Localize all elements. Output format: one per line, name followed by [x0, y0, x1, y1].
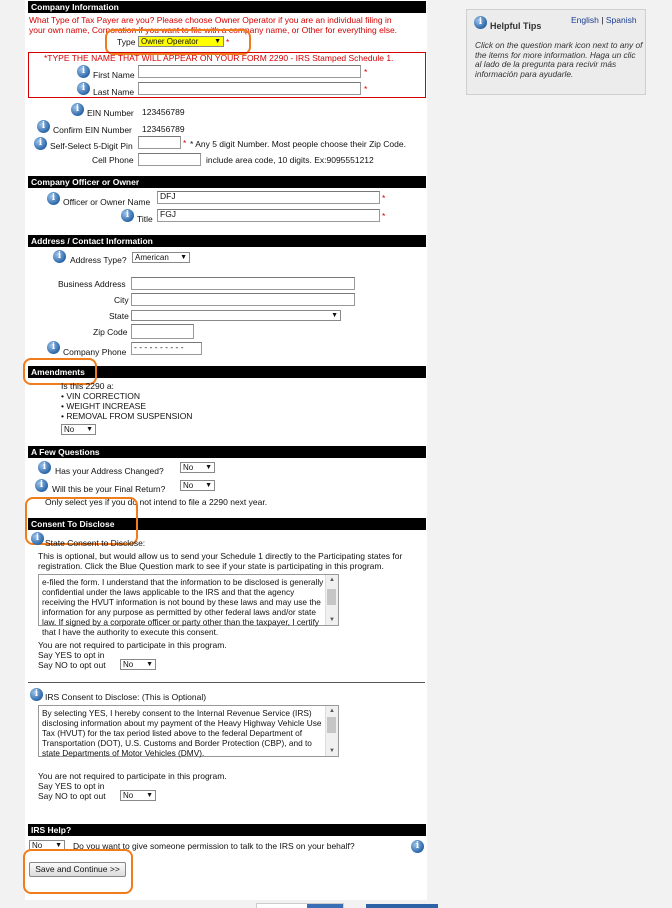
- irs-consent-text: By selecting YES, I hereby consent to the Internal Revenue Service (IRS) disclosing information about my payment of the Heavy Highway Vehicle Use Tax (HVUT) for the tax period listed above to the federal Department of Transportation (DOT), U.S. Customs and Border Protection (CBP), and to state Departments of Motor Vehicles (DMV).: [42, 708, 322, 758]
- section-header-officer: Company Officer or Owner: [28, 176, 426, 188]
- irs-say-no: Say NO to opt out: [38, 791, 106, 801]
- irs-say-yes: Say YES to opt in: [38, 781, 105, 791]
- bottom-tab-accent: [307, 904, 343, 908]
- business-address-label: Business Address: [58, 279, 126, 289]
- help-icon[interactable]: i: [34, 137, 47, 150]
- state-not-required: You are not required to participate in this program.: [38, 640, 227, 650]
- irs-help-value: No: [32, 841, 43, 850]
- company-phone-input[interactable]: - - - - - - - - - -: [131, 342, 202, 355]
- title-input[interactable]: FGJ: [157, 209, 380, 222]
- section-header-consent: Consent To Disclose: [28, 518, 426, 530]
- taxpayer-type-value: Owner Operator: [141, 37, 199, 46]
- help-icon[interactable]: i: [35, 479, 48, 492]
- type-instruction-line2: your own name, Corporation if you want to file with a company name, or Other for everything else.: [29, 25, 398, 35]
- language-separator: |: [601, 15, 604, 25]
- ein-value[interactable]: 123456789: [142, 107, 185, 117]
- section-header-company: Company Information: [28, 1, 426, 13]
- chevron-down-icon: ▼: [86, 426, 93, 433]
- amendments-value: No: [64, 425, 75, 434]
- amendments-select[interactable]: [61, 424, 96, 435]
- helpful-tips-panel: [466, 9, 646, 95]
- irs-consent-label: IRS Consent to Disclose: (This is Optional): [45, 692, 207, 702]
- state-consent-desc-line2: registration. Click the Blue Question mark to see if your state is participating in this program.: [38, 561, 384, 571]
- divider: [28, 682, 425, 683]
- zip-code-input[interactable]: [131, 324, 194, 339]
- address-changed-label: Has your Address Changed?: [55, 466, 164, 476]
- chevron-down-icon: ▼: [205, 482, 212, 489]
- required-asterisk: *: [183, 138, 187, 148]
- helpful-tips-title: Helpful Tips: [490, 21, 542, 31]
- required-asterisk: *: [226, 37, 230, 47]
- section-header-address: Address / Contact Information: [28, 235, 426, 247]
- chevron-down-icon: ▼: [55, 842, 62, 849]
- section-header-questions: A Few Questions: [28, 446, 426, 458]
- required-asterisk: *: [382, 193, 386, 203]
- pin-note: * Any 5 digit Number. Most people choose their Zip Code.: [190, 139, 406, 149]
- address-changed-value: No: [183, 463, 194, 472]
- confirm-ein-value[interactable]: 123456789: [142, 124, 185, 134]
- highlight-save: [23, 849, 133, 894]
- cell-phone-input[interactable]: [138, 153, 201, 166]
- section-header-irs-help: IRS Help?: [28, 824, 426, 836]
- amendment-option: • VIN CORRECTION: [61, 391, 141, 401]
- help-icon[interactable]: i: [411, 840, 424, 853]
- irs-consent-select[interactable]: [120, 790, 156, 801]
- final-return-value: No: [183, 481, 194, 490]
- scroll-down-icon[interactable]: ▼: [329, 748, 335, 754]
- state-consent-select[interactable]: [120, 659, 156, 670]
- address-type-label: Address Type?: [70, 255, 127, 265]
- language-switch: [571, 15, 637, 25]
- spanish-link[interactable]: Spanish: [605, 15, 637, 25]
- type-label: Type: [117, 37, 136, 47]
- state-consent-label: State Consent to Disclose:: [45, 538, 146, 548]
- required-asterisk: *: [382, 211, 386, 221]
- amendments-question: Is this 2290 a:: [61, 381, 114, 391]
- first-name-label: First Name: [93, 70, 135, 80]
- chevron-down-icon: ▼: [146, 792, 153, 799]
- address-type-select[interactable]: [132, 252, 190, 263]
- final-return-note: Only select yes if you do not intend to file a 2290 next year.: [45, 497, 268, 507]
- scrollbar[interactable]: [325, 706, 338, 756]
- chevron-down-icon: ▼: [146, 661, 153, 668]
- scrollbar[interactable]: [325, 575, 338, 625]
- irs-not-required: You are not required to participate in this program.: [38, 771, 227, 781]
- help-icon[interactable]: i: [77, 65, 90, 78]
- city-input[interactable]: [131, 293, 355, 306]
- city-label: City: [114, 295, 129, 305]
- state-consent-text: e-filed the form. I understand that the information to be disclosed is generally confidential under the laws applicable to the IRS and that the agency receiving the HVUT information is not bound by these laws and may use the information for any purpose as permitted by other federal laws and/or state law. If signed by a corporate officer or party other than the taxpayer, I certify that I have the authority to execute this consent.: [42, 577, 324, 637]
- state-select[interactable]: [131, 310, 341, 321]
- chevron-down-icon: ▼: [214, 38, 221, 45]
- scroll-up-icon[interactable]: ▲: [329, 577, 335, 583]
- title-label: Title: [137, 214, 153, 224]
- last-name-input[interactable]: [138, 82, 361, 95]
- required-asterisk: *: [364, 84, 368, 94]
- pin-label: Self-Select 5-Digit Pin: [50, 141, 133, 151]
- pin-input[interactable]: [138, 136, 181, 149]
- help-icon[interactable]: i: [47, 192, 60, 205]
- final-return-select[interactable]: [180, 480, 215, 491]
- amendment-option: • REMOVAL FROM SUSPENSION: [61, 411, 193, 421]
- bottom-bar: [366, 904, 438, 908]
- scroll-thumb[interactable]: [327, 589, 336, 605]
- help-icon[interactable]: i: [121, 209, 134, 222]
- scroll-up-icon[interactable]: ▲: [329, 708, 335, 714]
- address-changed-select[interactable]: [180, 462, 215, 473]
- zip-code-label: Zip Code: [93, 327, 128, 337]
- business-address-input[interactable]: [131, 277, 355, 290]
- state-consent-desc-line1: This is optional, but would allow us to send your Schedule 1 directly to the Participating states for: [38, 551, 403, 561]
- chevron-down-icon: ▼: [180, 254, 187, 261]
- company-phone-label: Company Phone: [63, 347, 127, 357]
- help-icon[interactable]: i: [31, 532, 44, 545]
- irs-consent-textarea[interactable]: [38, 705, 339, 757]
- state-say-no: Say NO to opt out: [38, 660, 106, 670]
- section-header-amendments: Amendments: [28, 366, 426, 378]
- amendment-option: • WEIGHT INCREASE: [61, 401, 146, 411]
- help-icon[interactable]: i: [37, 120, 50, 133]
- help-icon[interactable]: i: [71, 103, 84, 116]
- state-say-yes: Say YES to opt in: [38, 650, 105, 660]
- irs-consent-value: No: [123, 791, 134, 800]
- state-consent-value: No: [123, 660, 134, 669]
- help-icon[interactable]: i: [53, 250, 66, 263]
- final-return-label: Will this be your Final Return?: [52, 484, 166, 494]
- officer-name-label: Officer or Owner Name: [63, 197, 151, 207]
- cell-phone-note: include area code, 10 digits. Ex:9095551212: [206, 155, 374, 165]
- cell-phone-label: Cell Phone: [92, 155, 134, 165]
- chevron-down-icon: ▼: [205, 464, 212, 471]
- help-icon[interactable]: i: [77, 82, 90, 95]
- scroll-down-icon[interactable]: ▼: [329, 617, 335, 623]
- help-icon[interactable]: i: [30, 688, 43, 701]
- type-instruction-line1: What Type of Tax Payer are you? Please choose Owner Operator if you are an individual filing in: [29, 15, 392, 25]
- english-link[interactable]: English: [571, 15, 599, 25]
- name-note: *TYPE THE NAME THAT WILL APPEAR ON YOUR FORM 2290 - IRS Stamped Schedule 1.: [44, 53, 394, 63]
- help-icon[interactable]: i: [47, 341, 60, 354]
- required-asterisk: *: [364, 67, 368, 77]
- address-type-value: American: [135, 253, 169, 262]
- irs-help-question: Do you want to give someone permission to talk to the IRS on your behalf?: [73, 841, 355, 851]
- bottom-tab: [256, 903, 344, 908]
- helpful-tips-text: Click on the question mark icon next to any of the items for more information. Haga un clic al lado de la pregunta para recivir más información para ayudarle.: [475, 40, 643, 79]
- officer-name-input[interactable]: DFJ: [157, 191, 380, 204]
- confirm-ein-label: Confirm EIN Number: [53, 125, 132, 135]
- scroll-thumb[interactable]: [327, 717, 336, 733]
- chevron-down-icon: ▼: [331, 312, 338, 319]
- state-consent-textarea[interactable]: [38, 574, 339, 637]
- ein-label: EIN Number: [87, 108, 134, 118]
- first-name-input[interactable]: [138, 65, 361, 78]
- last-name-label: Last Name: [93, 87, 135, 97]
- help-icon: i: [474, 16, 487, 29]
- state-label: State: [109, 311, 129, 321]
- save-continue-button[interactable]: Save and Continue >>: [29, 862, 126, 877]
- help-icon[interactable]: i: [38, 461, 51, 474]
